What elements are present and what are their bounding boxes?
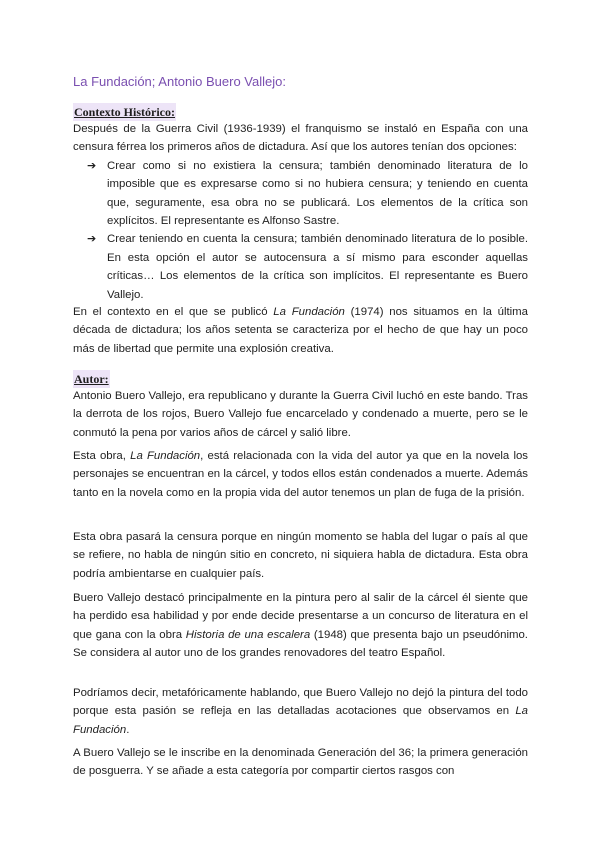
opciones-list xyxy=(73,157,528,304)
paragraph xyxy=(73,447,528,502)
contexto-paragraph-2 xyxy=(73,303,528,358)
italic-title: La Fundación xyxy=(273,306,345,318)
arrow-bullet-icon: ➔ xyxy=(87,233,97,246)
autor-paragraph-6 xyxy=(73,744,528,781)
autor-paragraph-4 xyxy=(73,589,528,663)
list-item-text: Crear como si no existiera la censura; también denominado literatura de lo imposible que es expresarse como si no hubiera censura; y teniendo en cuenta que, seguramente, esa obra no se publicará. Los elementos de la crítica son explícitos. El representante es Alfonso Sastre. xyxy=(107,159,528,228)
list-item-text: Crear teniendo en cuenta la censura; también denominado literatura de lo posible. En esta opción el autor se autocensura a sí mismo para esconder aquellas críticas… Los elementos de la crítica son implícitos. El representante es Buero Vallejo. xyxy=(107,233,528,301)
text-run: Podríamos decir, metafóricamente hablando, que Buero Vallejo no dejó la pintura del todo porque esta pasión se refleja en las detalladas acotaciones que observamos en xyxy=(73,687,528,718)
autor-paragraph-1 xyxy=(73,387,528,442)
paragraph: A Buero Vallejo se le inscribe en la denominada Generación del 36; la primera generación de posguerra. Y se añade a esta categoría por compartir ciertos rasgos con xyxy=(73,747,528,778)
text-run: , está relacionada con la vida del autor ya que en la novela los personajes se encuentran en la cárcel, y todos ellos están condenados a muerte. Además tanto en la novela como en la propia vida del autor tenemos un plan de fuga de la prisión. xyxy=(73,450,528,499)
document-title: La Fundación; Antonio Buero Vallejo: xyxy=(73,74,286,89)
text-run: (1948) que presenta bajo un pseudónimo. Se considera al autor uno de los grandes renovadores del teatro Español. xyxy=(73,628,528,660)
autor-paragraph-3 xyxy=(73,528,528,583)
autor-paragraph-5 xyxy=(73,684,528,739)
text-run: En el contexto en el que se publicó xyxy=(73,306,274,318)
italic-title: La Fundación xyxy=(130,450,201,462)
italic-title: La Fundación xyxy=(73,705,528,736)
italic-title: Historia de una escalera xyxy=(185,628,311,641)
paragraph xyxy=(73,684,528,739)
text-run: (1974) nos situamos en la última década de dictadura; los años setenta se caracteriza por el hecho de que hay un poco más de libertad que permite una explosión creativa. xyxy=(73,306,529,355)
list-item xyxy=(73,157,528,231)
contexto-intro: Después de la Guerra Civil (1936-1939) el franquismo se instaló en España con una censura férrea los primeros años de dictadura. Así que los autores tenían dos opciones: xyxy=(73,123,528,154)
text-run: . xyxy=(126,723,130,736)
arrow-bullet-icon: ➔ xyxy=(87,159,97,172)
text-run: Esta obra, xyxy=(73,450,131,462)
paragraph: Esta obra pasará la censura porque en ningún momento se habla del lugar o país al que se refiere, no habla de ningún sitio en concreto, ni siquiera habla de dictadura. Esta obra podría ambientarse en cualquier país. xyxy=(73,531,528,580)
list-item xyxy=(73,230,528,304)
section-heading-contexto: Contexto Histórico: xyxy=(73,103,176,121)
paragraph xyxy=(73,589,528,663)
text-run: Buero Vallejo destacó principalmente en la pintura pero al salir de la cárcel él siente que ha perdido esa habilidad y por ende decide presentarse a un concurso de literatura en el que gana con la obra xyxy=(73,592,528,641)
autor-paragraph-2 xyxy=(73,447,528,502)
paragraph xyxy=(73,303,528,358)
section-heading-autor: Autor: xyxy=(73,370,110,388)
contexto-section xyxy=(73,120,528,304)
paragraph: Antonio Buero Vallejo, era republicano y durante la Guerra Civil luchó en este bando. Tras la derrota de los rojos, Buero Vallejo fue encarcelado y condenado a muerte, pero se le conmutó la pena por varios años de cárcel y salió libre. xyxy=(73,390,528,439)
